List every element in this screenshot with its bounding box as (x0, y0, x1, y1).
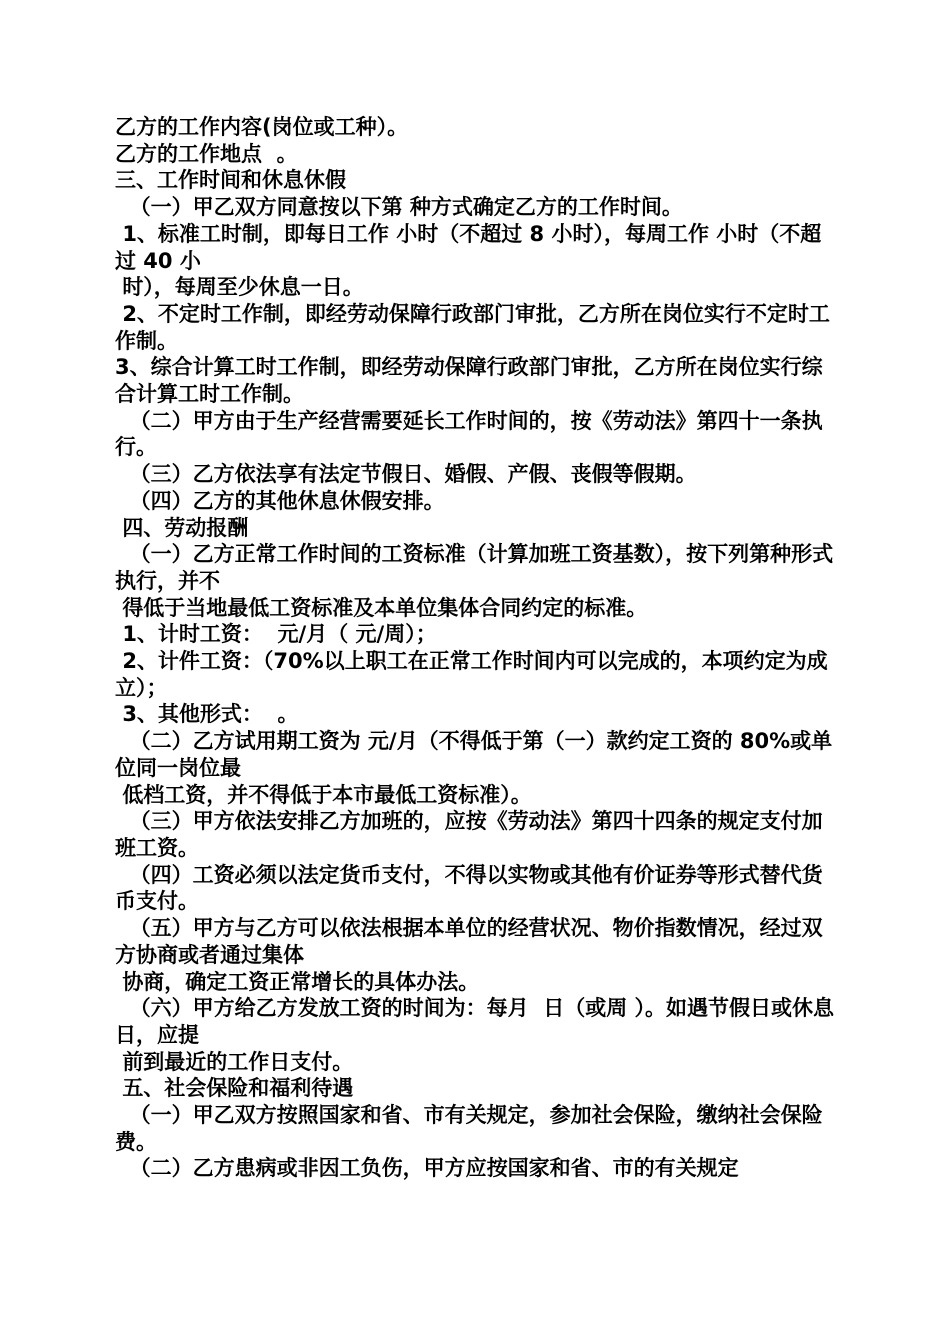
section-heading: 三、工作时间和休息休假 (115, 168, 346, 193)
doc-line: （六）甲方给乙方发放工资的时间为：每月 日（或周 ）。如遇节假日或休息日，应提 (115, 996, 835, 1047)
section-heading: 四、劳动报酬 (115, 515, 249, 540)
doc-line: 协商，确定工资正常增长的具体办法。 (115, 969, 480, 994)
doc-line: 2、不定时工作制，即经劳动保障行政部门审批，乙方所在岗位实行不定时工作制。 (115, 301, 830, 353)
doc-line: 低档工资，并不得低于本市最低工资标准）。 (115, 782, 532, 807)
doc-line: 1、计时工资： 元/月（ 元/周）； (115, 622, 437, 647)
doc-line: 3、综合计算工时工作制，即经劳动保障行政部门审批，乙方所在岗位实行综合计算工时工作制。 (115, 355, 823, 407)
doc-line: （一）甲乙双方同意按以下第 种方式确定乙方的工作时间。 (115, 195, 683, 220)
doc-line: （二）甲方由于生产经营需要延长工作时间的，按《劳动法》第四十一条执行。 (115, 408, 823, 460)
doc-line: 乙方的工作地点 。 (115, 141, 298, 166)
doc-line: （三）甲方依法安排乙方加班的，应按《劳动法》第四十四条的规定支付加班工资。 (115, 809, 823, 860)
document-body (115, 114, 835, 1182)
doc-line: 3、其他形式： 。 (115, 702, 299, 727)
doc-line: （一）乙方正常工作时间的工资标准（计算加班工资基数），按下列第种形式执行，并不 (115, 542, 834, 593)
doc-line: 前到最近的工作日支付。 (115, 1049, 354, 1074)
doc-line: （一）甲乙双方按照国家和省、市有关规定，参加社会保险，缴纳社会保险费。 (115, 1103, 823, 1154)
doc-line: 时），每周至少休息一日。 (115, 275, 364, 300)
doc-line: （二）乙方患病或非因工负伤，甲方应按国家和省、市的有关规定 (115, 1156, 739, 1181)
doc-line: （三）乙方依法享有法定节假日、婚假、产假、丧假等假期。 (115, 462, 697, 487)
doc-line: 2、计件工资：（70%以上职工在正常工作时间内可以完成的，本项约定为成立）； (115, 649, 828, 700)
doc-line: 乙方的工作内容(岗位或工种）。 (115, 115, 409, 139)
doc-line: （四）工资必须以法定货币支付，不得以实物或其他有价证券等形式替代货币支付。 (115, 862, 823, 914)
doc-line: （五）甲方与乙方可以依法根据本单位的经营状况、物价指数情况，经过双方协商或者通过集体 (115, 916, 823, 967)
doc-line: 1、标准工时制，即每日工作 小时（不超过 8 小时），每周工作 小时（不超过 40 小 (115, 221, 822, 273)
doc-line: （四）乙方的其他休息休假安排。 (115, 488, 445, 513)
doc-line: （二）乙方试用期工资为 元/月（不得低于第（一）款约定工资的 80%或单位同一岗位最 (115, 729, 833, 780)
doc-line: 得低于当地最低工资标准及本单位集体合同约定的标准。 (115, 595, 648, 620)
section-heading: 五、社会保险和福利待遇 (115, 1076, 354, 1101)
